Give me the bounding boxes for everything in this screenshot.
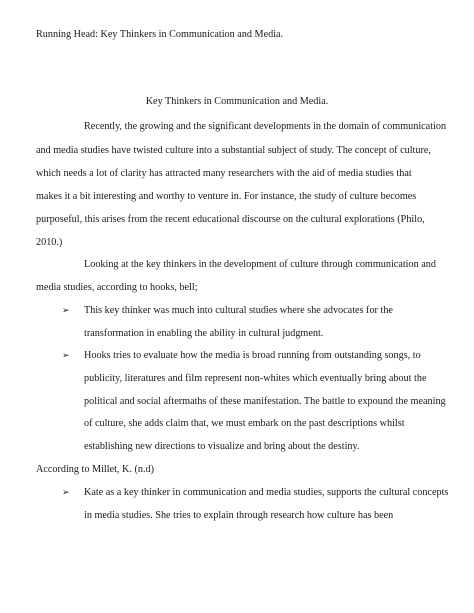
- paragraph-line: media studies, according to hooks, bell;: [36, 282, 198, 293]
- subheading: According to Millet, K. (n.d): [36, 464, 154, 475]
- paragraph-line: and media studies have twisted culture into a substantial subject of study. The concept of culture,: [36, 145, 431, 156]
- document-title: Key Thinkers in Communication and Media.: [145, 96, 329, 107]
- list-item-line: political and social aftermaths of these manifestation. The battle to expound the meaning: [84, 396, 446, 407]
- list-item-line: transformation in enabling the ability in cultural judgment.: [84, 328, 324, 339]
- list-item-line: Hooks tries to evaluate how the media is broad running from outstanding songs, to: [84, 350, 421, 361]
- arrow-bullet-icon: ➢: [62, 488, 70, 498]
- paragraph-line: Recently, the growing and the significant developments in the domain of communication: [84, 121, 447, 132]
- list-item-line: in media studies. She tries to explain through research how culture has been: [84, 510, 394, 521]
- paragraph-line: makes it a bit interesting and worthy to venture in. For instance, the study of culture becomes: [36, 191, 417, 202]
- paragraph-line: Looking at the key thinkers in the development of culture through communication and: [84, 259, 436, 270]
- list-item-line: This key thinker was much into cultural studies where she advocates for the: [84, 305, 393, 316]
- arrow-bullet-icon: ➢: [62, 306, 70, 316]
- list-item-line: establishing new directions to visualize and bring about the destiny.: [84, 441, 360, 452]
- paragraph-line: which needs a lot of clarity has attracted many researchers with the aid of media studies that: [36, 168, 412, 179]
- list-item-line: of culture, she adds claim that, we must embark on the past descriptions whilst: [84, 418, 405, 429]
- running-head: Running Head: Key Thinkers in Communication and Media.: [36, 29, 284, 40]
- list-item-line: Kate as a key thinker in communication and media studies, supports the cultural concepts: [84, 487, 449, 498]
- arrow-bullet-icon: ➢: [62, 351, 70, 361]
- paragraph-line: 2010.): [36, 237, 63, 248]
- list-item-line: publicity, literatures and film represent non-whites which eventually bring about the: [84, 373, 427, 384]
- paragraph-line: purposeful, this arises from the recent educational discourse on the cultural explorations (Philo,: [36, 214, 425, 225]
